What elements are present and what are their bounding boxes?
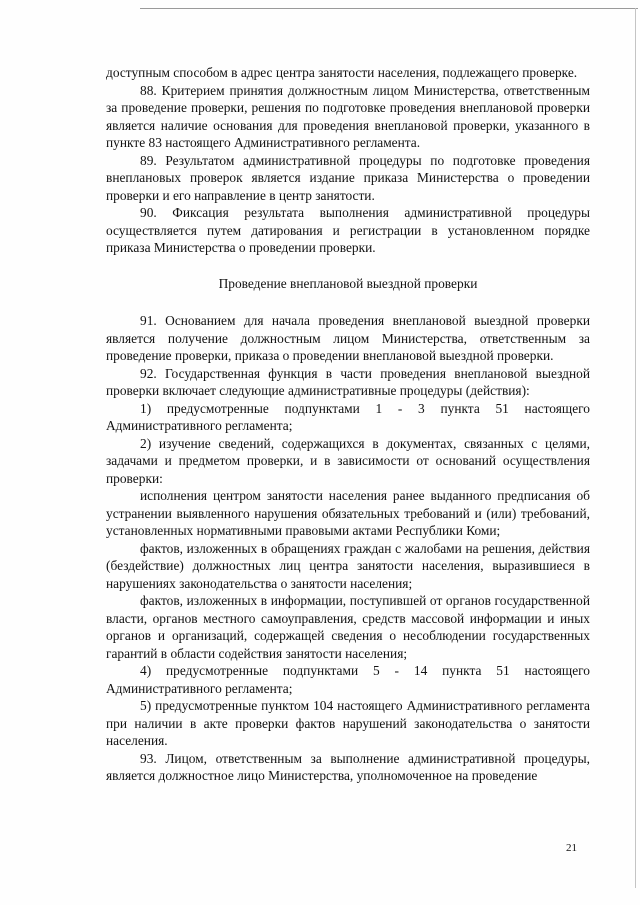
document-body — [106, 64, 590, 785]
list-subitem-complaints: фактов, изложенных в обращениях граждан с жалобами на решения, действия (бездействие) должностных лиц центра занятости населения, выразившиеся в нарушениях законодательства о занятости населения; — [106, 540, 590, 591]
paragraph-91: 91. Основанием для начала проведения внеплановой выездной проверки является получение должностным лицом Министерства, ответственным за проведение проверки, приказа о проведении внеплановой выездной проверки. — [106, 313, 590, 363]
paragraph-90: 90. Фиксация результата выполнения административной процедуры осуществляется путем датирования и регистрации в установленном порядке приказа Министерства о проведении проверки. — [106, 205, 590, 255]
page-number: 21 — [566, 842, 577, 854]
list-item-5: 5) предусмотренные пунктом 104 настоящего Административного регламента при наличии в акте проверки фактов нарушений законодательства о занятости населения. — [106, 698, 590, 748]
section-heading: Проведение внеплановой выездной проверки — [218, 275, 478, 291]
paragraph-continuation: доступным способом в адрес центра занятости населения, подлежащего проверке. — [106, 65, 578, 80]
list-item-4: 4) предусмотренные подпунктами 5 - 14 пункта 51 настоящего Административного регламента; — [106, 663, 590, 696]
page-edge-top — [140, 8, 638, 9]
paragraph-88: 88. Критерием принятия должностным лицом Министерства, ответственным за проведение проверки, решения по подготовке проведения внеплановой проверки является наличие основания для проведения внеплановой проверки, указанного в пункте 83 настоящего Административного регламента. — [106, 82, 590, 150]
page-edge-right — [635, 8, 636, 888]
paragraph-92: 92. Государственная функция в части проведения внеплановой выездной проверки включает следующие административные процедуры (действия): — [106, 365, 590, 398]
paragraph-89: 89. Результатом административной процедуры по подготовке проведения внеплановых проверок является издание приказа Министерства о проведении проверки и его направление в центр занятости. — [106, 152, 590, 203]
list-item-1: 1) предусмотренные подпунктами 1 - 3 пункта 51 настоящего Административного регламента; — [106, 400, 590, 433]
paragraph-93: 93. Лицом, ответственным за выполнение административной процедуры, является должностное лицо Министерства, уполномоченное на проведение — [106, 750, 590, 783]
list-item-2: 2) изучение сведений, содержащихся в документах, связанных с целями, задачами и предметом проверки, и в зависимости от оснований осуществления проверки: — [106, 435, 590, 486]
list-subitem-information: фактов, изложенных в информации, поступившей от органов государственной власти, органов местного самоуправления, средств массовой информации и иных органов и организаций, содержащей сведения о несоблюдении государственных гарантий в области содействия занятости населения; — [106, 593, 590, 661]
list-subitem-prescription: исполнения центром занятости населения ранее выданного предписания об устранении выявленного нарушения обязательных требований и (или) требований, установленных нормативными правовыми актами Республики Коми; — [106, 488, 590, 538]
